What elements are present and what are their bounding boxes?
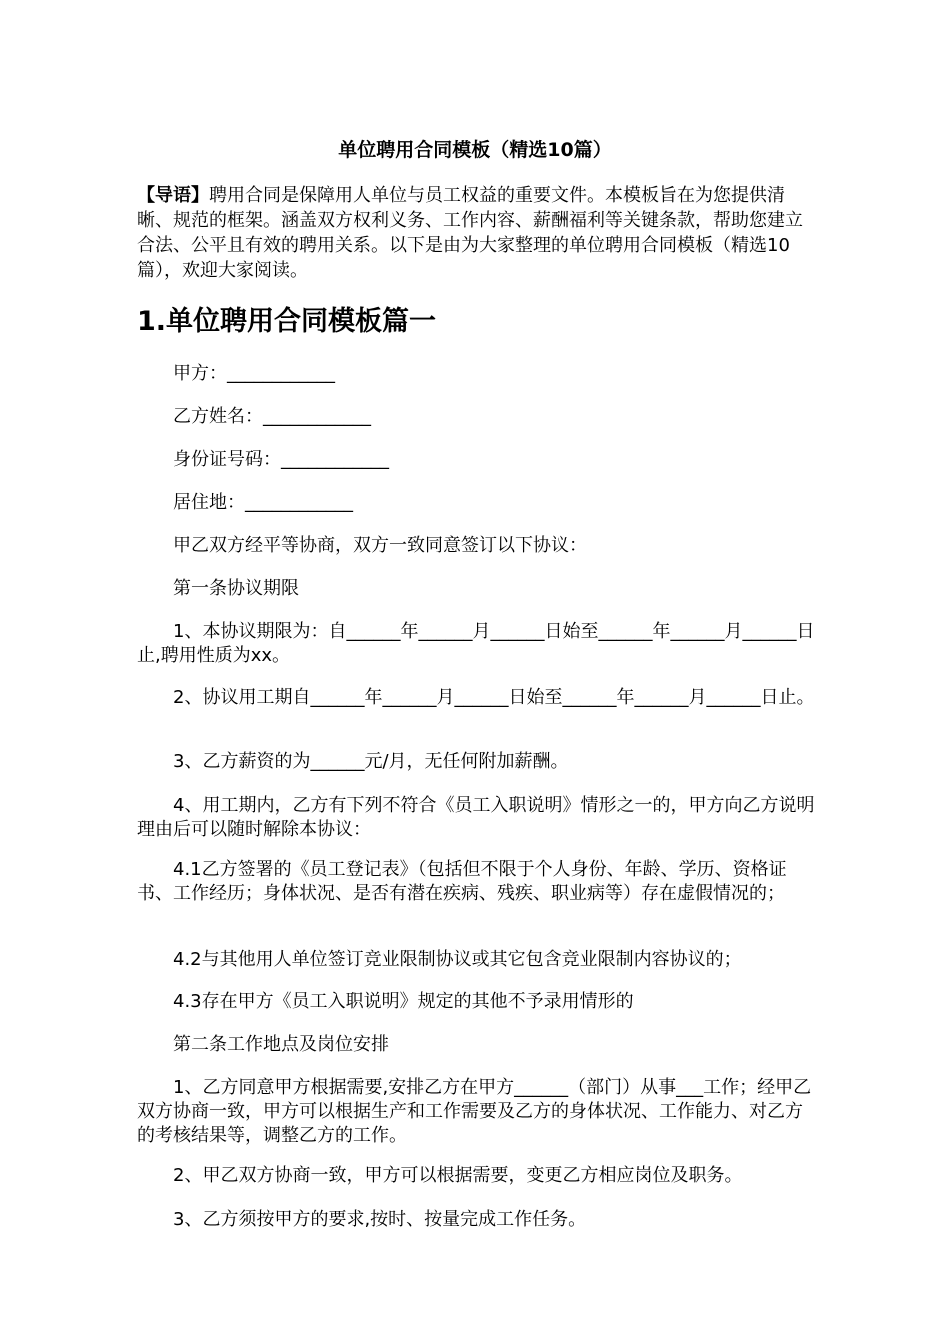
party-a-line: 甲方：____________ [173,363,335,384]
document-title: 单位聘用合同模板（精选10篇） [338,139,612,161]
article-one-heading: 第一条协议期限 [173,578,299,599]
id-number-line: 身份证号码：____________ [173,449,389,470]
section-heading: 1.单位聘用合同模板篇一 [137,306,437,337]
clause-4-3: 4.3存在甲方《员工入职说明》规定的其他不予录用情形的 [173,991,634,1012]
clause-1-1: 1、本协议期限为：自______年______月______日始至______年______月______日止,聘用性质为xx。 [137,621,815,666]
clause-4-2: 4.2与其他用人单位签订竞业限制协议或其它包含竞业限制内容协议的； [173,949,742,970]
intro-paragraph [137,183,815,283]
article-two-heading: 第二条工作地点及岗位安排 [173,1034,389,1055]
clause-4-1: 4.1乙方签署的《员工登记表》（包括但不限于个人身份、年龄、学历、资格证书、工作经历；身体状况、是否有潜在疾病、残疾、职业病等）存在虚假情况的； [137,859,787,904]
party-b-name-line: 乙方姓名：____________ [173,406,371,427]
residence-line: 居住地：____________ [173,492,353,513]
clause-2-1: 1、乙方同意甲方根据需要,安排乙方在甲方______（部门）从事___工作；经甲乙双方协商一致，甲方可以根据生产和工作需要及乙方的身体状况、工作能力、对乙方的考核结果等，调整乙方的工作。 [137,1077,812,1146]
intro-text: 聘用合同是保障用人单位与员工权益的重要文件。本模板旨在为您提供清晰、规范的框架。涵盖双方权利义务、工作内容、薪酬福利等关键条款，帮助您建立合法、公平且有效的聘用关系。以下是由为大家整理的单位聘用合同模板（精选10篇），欢迎大家阅读。 [137,185,803,281]
clause-1-2: 2、协议用工期自______年______月______日始至______年______月______日止。 [173,687,815,708]
clause-2-3: 3、乙方须按甲方的要求,按时、按量完成工作任务。 [173,1209,587,1230]
intro-tag: 【导语】 [137,185,209,206]
clause-2-2: 2、甲乙双方协商一致，甲方可以根据需要，变更乙方相应岗位及职务。 [173,1165,743,1186]
clause-1-3: 3、乙方薪资的为______元/月，无任何附加薪酬。 [173,751,569,772]
clause-1-4: 4、用工期内，乙方有下列不符合《员工入职说明》情形之一的，甲方向乙方说明理由后可以随时解除本协议： [137,795,815,840]
agreement-preamble: 甲乙双方经平等协商，双方一致同意签订以下协议： [173,535,587,556]
